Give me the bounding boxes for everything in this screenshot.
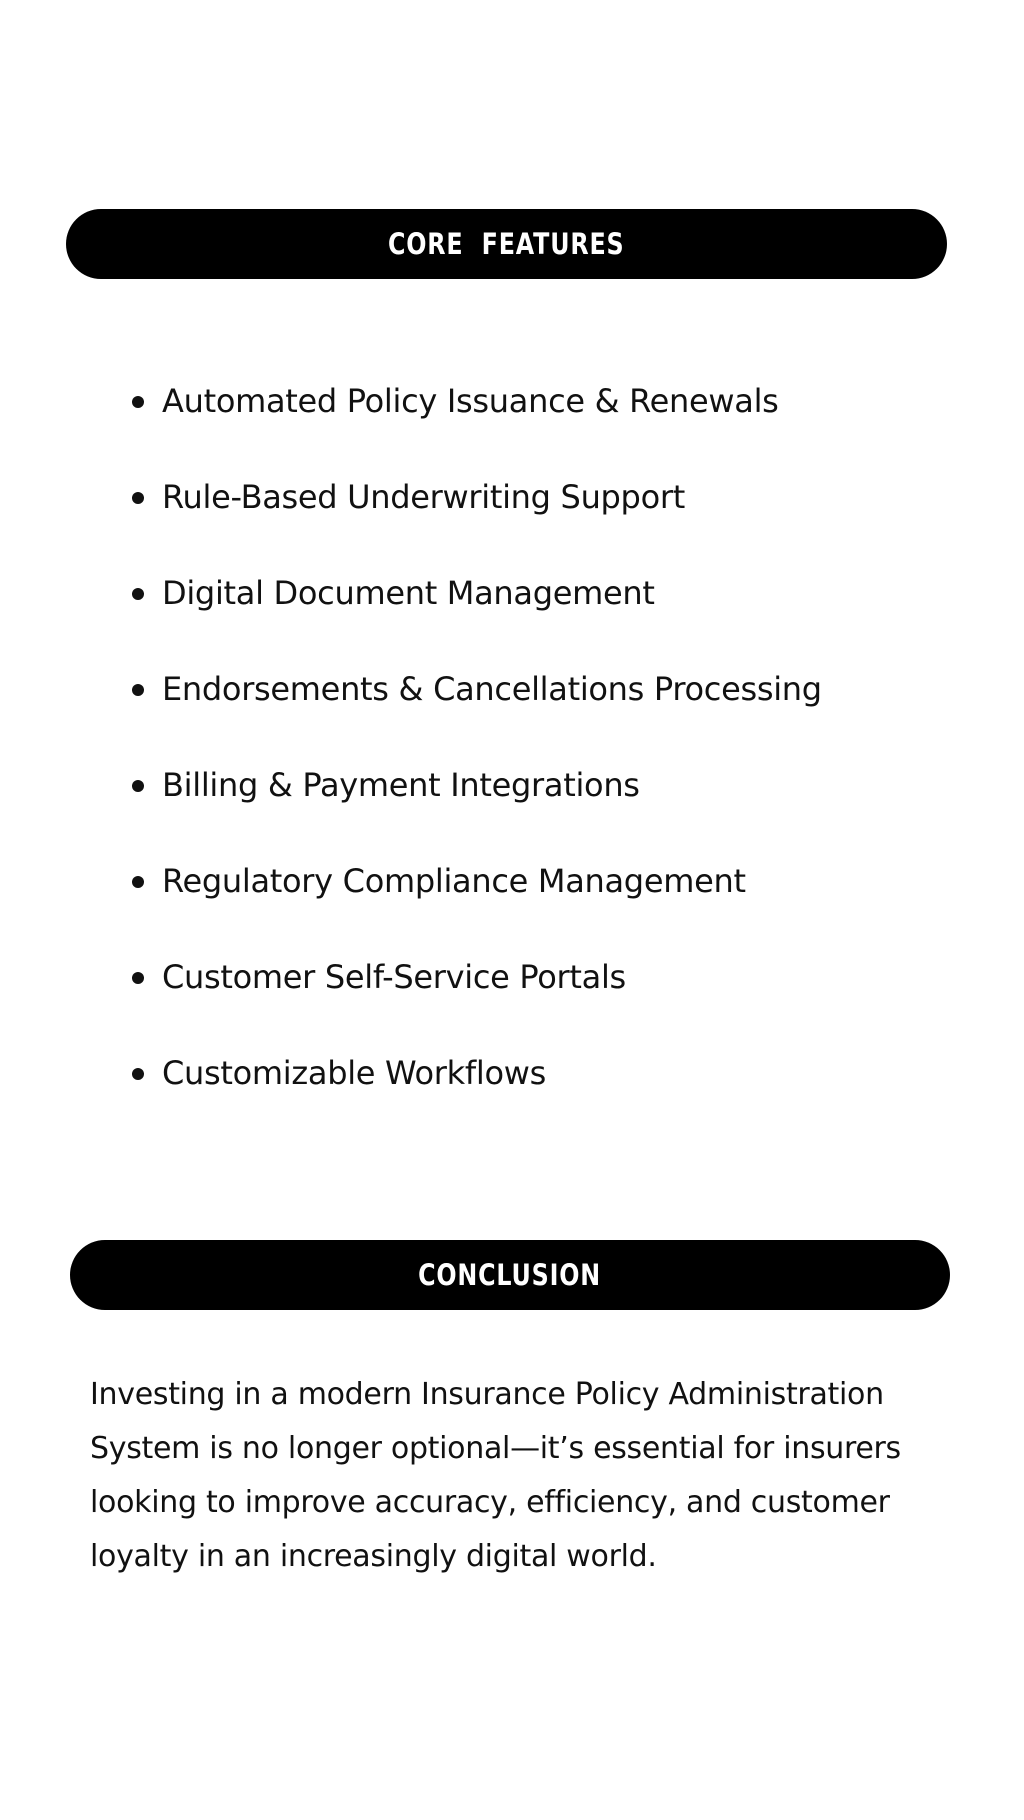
list-item	[130, 466, 822, 562]
bullet-icon	[132, 876, 144, 888]
list-item	[130, 946, 822, 1042]
feature-label: Customizable Workflows	[162, 1054, 546, 1092]
list-item	[130, 658, 822, 754]
feature-label: Rule-Based Underwriting Support	[162, 478, 685, 516]
list-item	[130, 562, 822, 658]
list-item	[130, 850, 822, 946]
bullet-icon	[132, 1068, 144, 1080]
feature-label: Automated Policy Issuance & Renewals	[162, 382, 779, 420]
list-item	[130, 1042, 822, 1138]
conclusion-banner	[70, 1240, 950, 1310]
feature-label: Endorsements & Cancellations Processing	[162, 670, 822, 708]
core-features-list	[130, 370, 822, 1138]
list-item	[130, 370, 822, 466]
feature-label: Billing & Payment Integrations	[162, 766, 640, 804]
list-item	[130, 754, 822, 850]
conclusion-paragraph: Investing in a modern Insurance Policy Administration System is no longer optional—it’s essential for insurers looking to improve accuracy, efficiency, and customer loyalty in an increasingly digital world.	[90, 1377, 901, 1574]
bullet-icon	[132, 972, 144, 984]
bullet-icon	[132, 492, 144, 504]
core-features-heading: CORE FEATURES	[388, 227, 625, 261]
feature-label: Regulatory Compliance Management	[162, 862, 746, 900]
bullet-icon	[132, 780, 144, 792]
conclusion-heading: CONCLUSION	[418, 1258, 602, 1292]
bullet-icon	[132, 684, 144, 696]
core-features-banner	[66, 209, 947, 279]
bullet-icon	[132, 396, 144, 408]
bullet-icon	[132, 588, 144, 600]
feature-label: Customer Self-Service Portals	[162, 958, 626, 996]
feature-label: Digital Document Management	[162, 574, 655, 612]
